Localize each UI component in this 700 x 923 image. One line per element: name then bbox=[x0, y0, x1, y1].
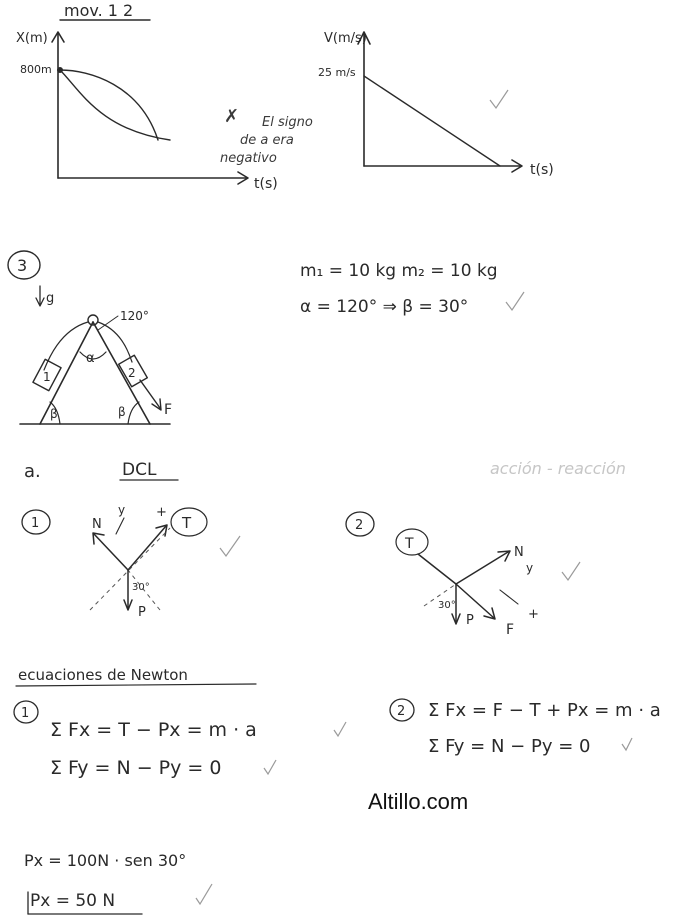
free-body-diagram-2 bbox=[346, 512, 580, 638]
eq-block2-sum-fy: Σ Fy = N − Py = 0 bbox=[428, 736, 591, 757]
fbd1-y-label: y bbox=[118, 503, 126, 517]
angle-label: 120° bbox=[120, 309, 149, 323]
note-line-3: negativo bbox=[220, 151, 277, 166]
fbd2-tension-label: T bbox=[405, 536, 414, 552]
correction-note bbox=[220, 106, 313, 166]
force-arrowhead bbox=[152, 399, 161, 410]
wrong-mark: ✗ bbox=[224, 106, 240, 127]
given-masses: m₁ = 10 kg m₂ = 10 kg bbox=[300, 261, 498, 281]
equations-underline bbox=[16, 684, 256, 686]
v-graph-line bbox=[364, 76, 500, 166]
v-graph-ylabel: V(m/s) bbox=[324, 31, 367, 46]
force-label: F bbox=[164, 402, 173, 418]
force-arrow bbox=[140, 380, 160, 408]
x-graph-ylabel: X(m) bbox=[16, 31, 48, 46]
fbd2-angle-label: 30° bbox=[438, 600, 456, 611]
v-graph-initial-label: 25 m/s bbox=[318, 66, 356, 79]
given-angles: α = 120° ⇒ β = 30° bbox=[300, 297, 469, 317]
equations-heading: ecuaciones de Newton bbox=[18, 666, 188, 684]
fbd1-tension-vector bbox=[128, 526, 166, 570]
eq-block1-sum-fx: Σ Fx = T − Px = m · a bbox=[50, 719, 257, 741]
gravity-label: g bbox=[46, 291, 55, 306]
ghost-text: acción - reacción bbox=[490, 459, 626, 478]
px-result: Px = 50 N bbox=[30, 891, 116, 911]
rope-right bbox=[98, 322, 132, 362]
beta-right-arc bbox=[128, 402, 139, 424]
fbd2-plus: + bbox=[528, 607, 539, 622]
fbd1-dashed-axis-1 bbox=[90, 528, 170, 610]
fbd2-y-label: y bbox=[526, 561, 534, 575]
problem-3-diagram bbox=[8, 251, 172, 424]
watermark: Altillo.com bbox=[368, 789, 469, 814]
eq1-checkmark-1 bbox=[334, 722, 346, 736]
note-line-1: El signo bbox=[262, 115, 313, 130]
problem-number: 3 bbox=[17, 256, 28, 275]
part-a-label: a. bbox=[24, 461, 41, 482]
v-graph-xlabel: t(s) bbox=[530, 162, 554, 178]
px-expression: Px = 100N · sen 30° bbox=[24, 851, 187, 870]
given-checkmark bbox=[506, 292, 524, 310]
fbd1-weight-label: P bbox=[138, 605, 146, 620]
eq-block1-number: 1 bbox=[21, 706, 30, 721]
free-body-diagram-1 bbox=[22, 503, 240, 620]
fbd1-angle-label: 30° bbox=[132, 582, 150, 593]
eq-block1-sum-fy: Σ Fy = N − Py = 0 bbox=[50, 757, 222, 779]
fbd2-normal-vector bbox=[456, 552, 508, 584]
fbd1-plus: + bbox=[156, 505, 167, 520]
fbd2-force-vector bbox=[456, 584, 494, 618]
x-graph-xlabel: t(s) bbox=[254, 176, 278, 192]
block-1-label: 1 bbox=[43, 370, 51, 384]
note-line-2: de a era bbox=[240, 133, 294, 148]
dcl-heading: DCL bbox=[122, 460, 157, 480]
fbd2-number: 2 bbox=[355, 518, 364, 533]
fbd2-force-label: F bbox=[506, 622, 515, 638]
fbd1-checkmark bbox=[220, 536, 240, 556]
eq1-checkmark-2 bbox=[264, 760, 276, 774]
px-checkmark bbox=[196, 884, 212, 904]
page-title: mov. 1 2 bbox=[64, 1, 134, 20]
beta-right-label: β bbox=[118, 405, 126, 419]
fbd2-checkmark bbox=[562, 562, 580, 580]
eq-block2-sum-fx: Σ Fx = F − T + Px = m · a bbox=[428, 700, 661, 721]
fbd2-weight-label: P bbox=[466, 613, 474, 628]
x-graph-curve-upper bbox=[60, 70, 158, 140]
fbd2-positive-axis bbox=[500, 590, 518, 604]
v-graph-checkmark bbox=[490, 90, 508, 108]
fbd2-tension-vector bbox=[418, 554, 456, 584]
fbd1-normal-label: N bbox=[92, 517, 102, 532]
eq2-checkmark bbox=[622, 738, 632, 750]
alpha-label: α bbox=[86, 351, 95, 366]
fbd2-normal-label: N bbox=[514, 545, 524, 560]
beta-left-label: β bbox=[50, 407, 58, 421]
fbd1-number: 1 bbox=[31, 516, 40, 531]
x-graph-initial-label: 800m bbox=[20, 63, 52, 76]
velocity-time-graph bbox=[318, 31, 554, 178]
fbd1-tension-label: T bbox=[182, 514, 192, 532]
fbd1-normal-vector bbox=[94, 534, 128, 570]
fbd1-y-axis bbox=[116, 518, 124, 534]
block-2-label: 2 bbox=[128, 366, 136, 380]
eq-block2-number: 2 bbox=[397, 704, 406, 719]
